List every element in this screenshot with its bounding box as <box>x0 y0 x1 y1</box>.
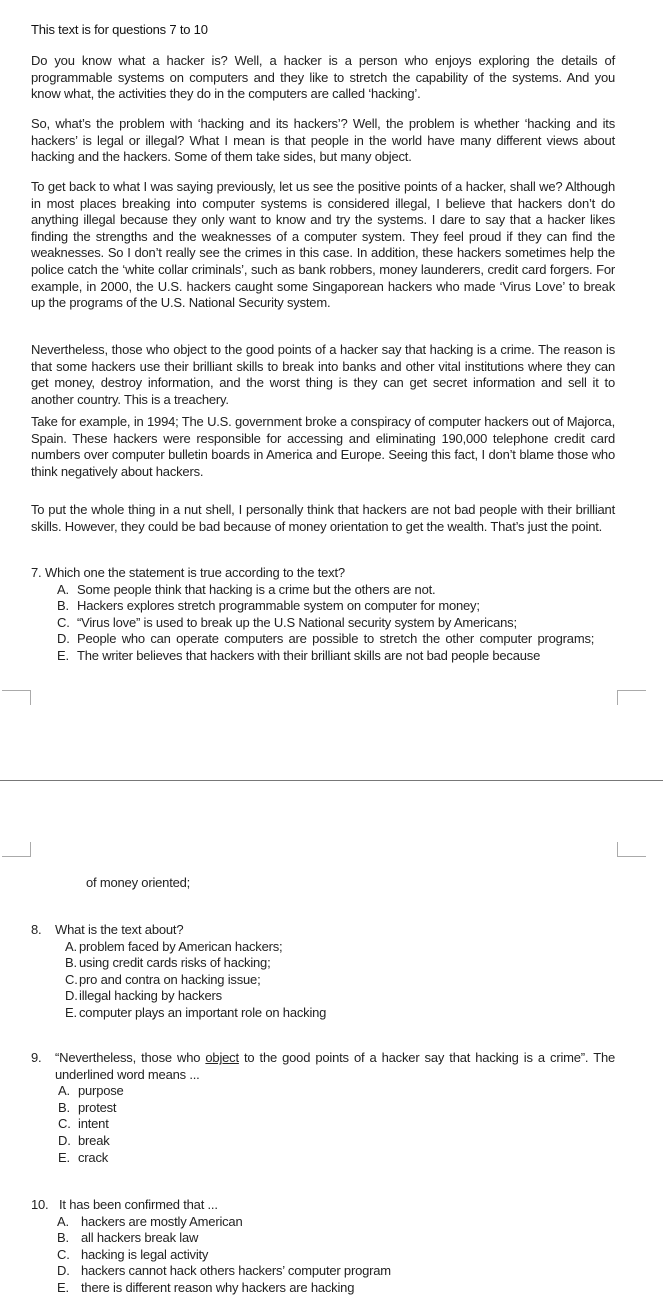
option-a: A. problem faced by American hackers; <box>65 938 283 954</box>
underlined-word: object <box>205 1050 239 1065</box>
option-d: D. People who can operate computers are possible to stretch the other computer programs; <box>57 631 595 647</box>
paragraph-5: Take for example, in 1994; The U.S. government broke a conspiracy of computer hackers out of Majorca, Spain. These hackers were responsible for accessing and eliminating 190,000 telephone credit card numbers over computer bulletin boards in America and Europe. Seeing this fact, I don’t blame those who think negatively about hackers. <box>31 414 615 479</box>
option-a: A. purpose <box>58 1083 124 1099</box>
question-9: 9. “Nevertheless, those who object to the good points of a hacker say that hacking is a crime”. The underlined word means ... A. purpose B. protest C. intent D. break E. crack <box>31 1050 616 1165</box>
option-e-continuation: of money oriented; <box>86 875 191 890</box>
option-d: D. hackers cannot hack others hackers’ computer program <box>57 1263 391 1279</box>
page-corner-mark <box>617 690 646 705</box>
option-e: E. there is different reason why hackers are hacking <box>57 1279 355 1295</box>
question-number: 7. <box>31 565 42 580</box>
option-d: D. illegal hacking by hackers <box>65 988 222 1004</box>
question-7 <box>31 565 615 665</box>
option-c: C. hacking is legal activity <box>57 1246 209 1262</box>
option-a: A. hackers are mostly American <box>57 1213 243 1229</box>
option-c: C. intent <box>58 1116 109 1132</box>
question-text: Which one the statement is true according to the text? <box>45 565 345 580</box>
option-c: C. “Virus love” is used to break up the U.S National security system by Americans; <box>57 614 517 630</box>
page-corner-mark <box>617 842 646 857</box>
option-b: B. Hackers explores stretch programmable system on computer for money; <box>57 598 480 614</box>
option-e: E. The writer believes that hackers with their brilliant skills are not bad people because <box>57 647 541 663</box>
paragraph-4: Nevertheless, those who object to the good points of a hacker say that hacking is a crime. The reason is that some hackers use their brilliant skills to break into banks and other vital institutions where they can get money, destroy information, and the worst thing is they can get secret information and sell it to another country. This is a treachery. <box>31 342 615 407</box>
option-e: E. computer plays an important role on hacking <box>65 1004 327 1020</box>
question-8: 8. What is the text about? A. problem faced by American hackers; B. using credit cards risks of hacking; C. pro and contra on hacking issue; D. illegal hacking by hackers E. computer plays an important role on hacking <box>31 922 615 1022</box>
option-e: E. crack <box>58 1149 109 1165</box>
page-corner-mark <box>2 842 31 857</box>
paragraph-2: So, what’s the problem with ‘hacking and its hackers’? Well, the problem is whether ‘hacking and its hackers’ is legal or illegal? What I mean is that people in the world have many different views about hacking and the hackers. Some of them take sides, but many object. <box>31 116 615 165</box>
page-break-line <box>0 780 663 781</box>
option-c: C. pro and contra on hacking issue; <box>65 971 261 987</box>
option-d: D. break <box>58 1132 110 1148</box>
option-b: B. protest <box>58 1099 117 1115</box>
paragraph-1: Do you know what a hacker is? Well, a hacker is a person who enjoys exploring the details of programmable systems on computers and they like to stretch the capability of the systems. And you know what, the activities they do in the computers are called ‘hacking’. <box>31 53 615 102</box>
page-corner-mark <box>2 690 31 705</box>
question-10: 10. It has been confirmed that ... A. hackers are mostly American B. all hackers break law C. hacking is legal activity D. hackers cannot hack others hackers’ computer program E. there is different reason why hackers are hacking <box>31 1197 615 1297</box>
paragraph-3: To get back to what I was saying previously, let us see the positive points of a hacker, shall we? Although in most places breaking into computer systems is considered illegal, I believe that hackers don’t do anything illegal because they only want to know and try the systems. I dare to say that a hacker likes finding the strengths and the weaknesses of a computer system. They feel proud if they can find the weaknesses. So I don’t really see the crimes in this case. In addition, these hackers sometimes help the police catch the ‘white collar criminals’, such as bank robbers, money launderers, credit card forgers. For example, in 2000, the U.S. hackers caught some Singaporean hackers who made ‘Virus Love’ to break up the programs of the U.S. National Security system. <box>31 179 615 311</box>
option-b: B. using credit cards risks of hacking; <box>65 955 271 971</box>
section-title: This text is for questions 7 to 10 <box>31 22 208 37</box>
option-a: A. Some people think that hacking is a crime but the others are not. <box>57 581 436 597</box>
paragraph-6: To put the whole thing in a nut shell, I personally think that hackers are not bad people with their brilliant skills. However, they could be bad because of money orientation to get the wealth. That’s just the point. <box>31 502 615 534</box>
option-b: B. all hackers break law <box>57 1230 199 1246</box>
